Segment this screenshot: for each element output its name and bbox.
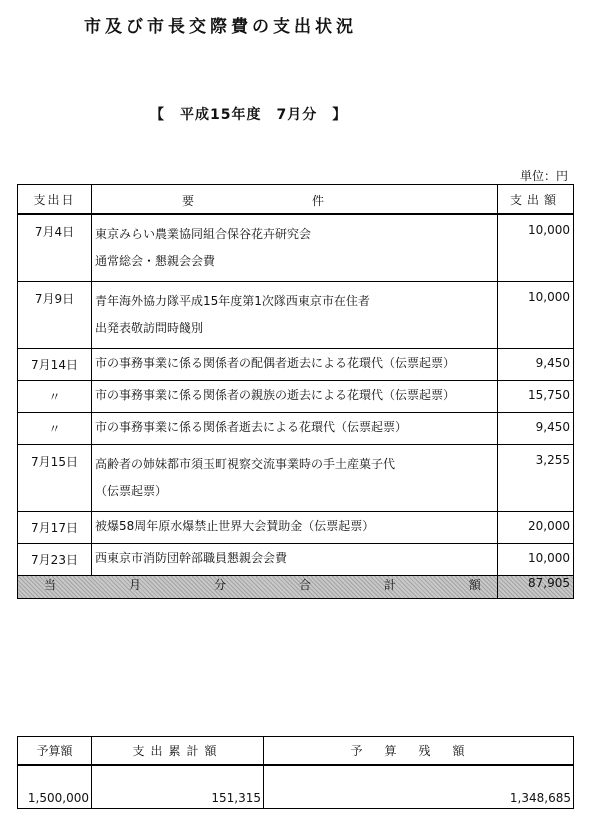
row-purpose-line: 出発表敬訪問時餞別 bbox=[95, 321, 204, 335]
total-label bbox=[18, 576, 498, 599]
total-label-char: 額 bbox=[468, 578, 481, 592]
table-row bbox=[18, 445, 574, 512]
row-amount: 10,000 bbox=[498, 544, 574, 576]
row-purpose bbox=[92, 214, 498, 282]
row-amount: 9,450 bbox=[498, 413, 574, 445]
cumulative-value: 151,315 bbox=[92, 765, 264, 809]
table-row bbox=[18, 349, 574, 381]
remaining-header: 予算残額 bbox=[264, 737, 574, 766]
budget-header-row bbox=[18, 737, 574, 766]
row-purpose: 被爆58周年原水爆禁止世界大会賛助金（伝票起票） bbox=[92, 512, 498, 544]
row-date: 〃 bbox=[18, 413, 92, 445]
row-amount: 15,750 bbox=[498, 381, 574, 413]
row-date: 7月17日 bbox=[18, 512, 92, 544]
row-purpose-line: （伝票起票） bbox=[95, 484, 168, 498]
row-purpose: 市の事務事業に係る関係者の親族の逝去による花環代（伝票起票） bbox=[92, 381, 498, 413]
row-date: 〃 bbox=[18, 381, 92, 413]
budget-value: 1,500,000 bbox=[18, 765, 92, 809]
total-label-char: 当 bbox=[44, 578, 57, 592]
column-header-purpose-char-2: 件 bbox=[312, 194, 325, 208]
row-purpose: 市の事務事業に係る関係者逝去による花環代（伝票起票） bbox=[92, 413, 498, 445]
row-amount: 3,255 bbox=[498, 445, 574, 512]
table-row bbox=[18, 512, 574, 544]
row-date: 7月15日 bbox=[18, 445, 92, 512]
total-amount: 87,905 bbox=[498, 576, 574, 599]
budget-header: 予算額 bbox=[18, 737, 92, 766]
total-label-char: 分 bbox=[213, 578, 226, 592]
total-label-char: 計 bbox=[383, 578, 396, 592]
table-row bbox=[18, 413, 574, 445]
row-purpose: 西東京市消防団幹部職員懇親会会費 bbox=[92, 544, 498, 576]
row-date: 7月4日 bbox=[18, 214, 92, 282]
total-label-char: 月 bbox=[128, 578, 141, 592]
row-purpose: 市の事務事業に係る関係者の配偶者逝去による花環代（伝票起票） bbox=[92, 349, 498, 381]
row-purpose-line: 高齢者の姉妹都市須玉町視察交流事業時の手土産菓子代 bbox=[95, 457, 396, 471]
remaining-value: 1,348,685 bbox=[264, 765, 574, 809]
column-header-purpose-char-1: 要 bbox=[182, 194, 195, 208]
row-date: 7月9日 bbox=[18, 282, 92, 349]
row-amount: 20,000 bbox=[498, 512, 574, 544]
row-date: 7月14日 bbox=[18, 349, 92, 381]
row-date: 7月23日 bbox=[18, 544, 92, 576]
row-amount: 9,450 bbox=[498, 349, 574, 381]
row-amount: 10,000 bbox=[498, 282, 574, 349]
table-row bbox=[18, 544, 574, 576]
column-header-amount: 支出額 bbox=[498, 185, 574, 215]
row-purpose bbox=[92, 445, 498, 512]
page-title: 市及び市長交際費の支出状況 bbox=[84, 17, 357, 37]
row-purpose bbox=[92, 282, 498, 349]
column-header-purpose bbox=[92, 185, 498, 215]
column-header-date: 支出日 bbox=[18, 185, 92, 215]
budget-value-row bbox=[18, 765, 574, 809]
table-row bbox=[18, 282, 574, 349]
unit-label: 単位：円 bbox=[519, 169, 568, 183]
table-row bbox=[18, 214, 574, 282]
row-purpose-line: 青年海外協力隊平成15年度第1次隊西東京市在住者 bbox=[95, 294, 370, 308]
table-row bbox=[18, 381, 574, 413]
budget-table bbox=[17, 736, 574, 809]
total-row bbox=[18, 576, 574, 599]
table-header-row bbox=[18, 185, 574, 215]
row-purpose-line: 通常総会・懇親会会費 bbox=[95, 254, 216, 268]
row-amount: 10,000 bbox=[498, 214, 574, 282]
period-label: 【 平成15年度 7月分 】 bbox=[150, 107, 348, 123]
total-label-char: 合 bbox=[298, 578, 311, 592]
cumulative-header: 支出累計額 bbox=[92, 737, 264, 766]
expense-table bbox=[17, 184, 574, 599]
row-purpose-line: 東京みらい農業協同組合保谷花卉研究会 bbox=[95, 227, 312, 241]
